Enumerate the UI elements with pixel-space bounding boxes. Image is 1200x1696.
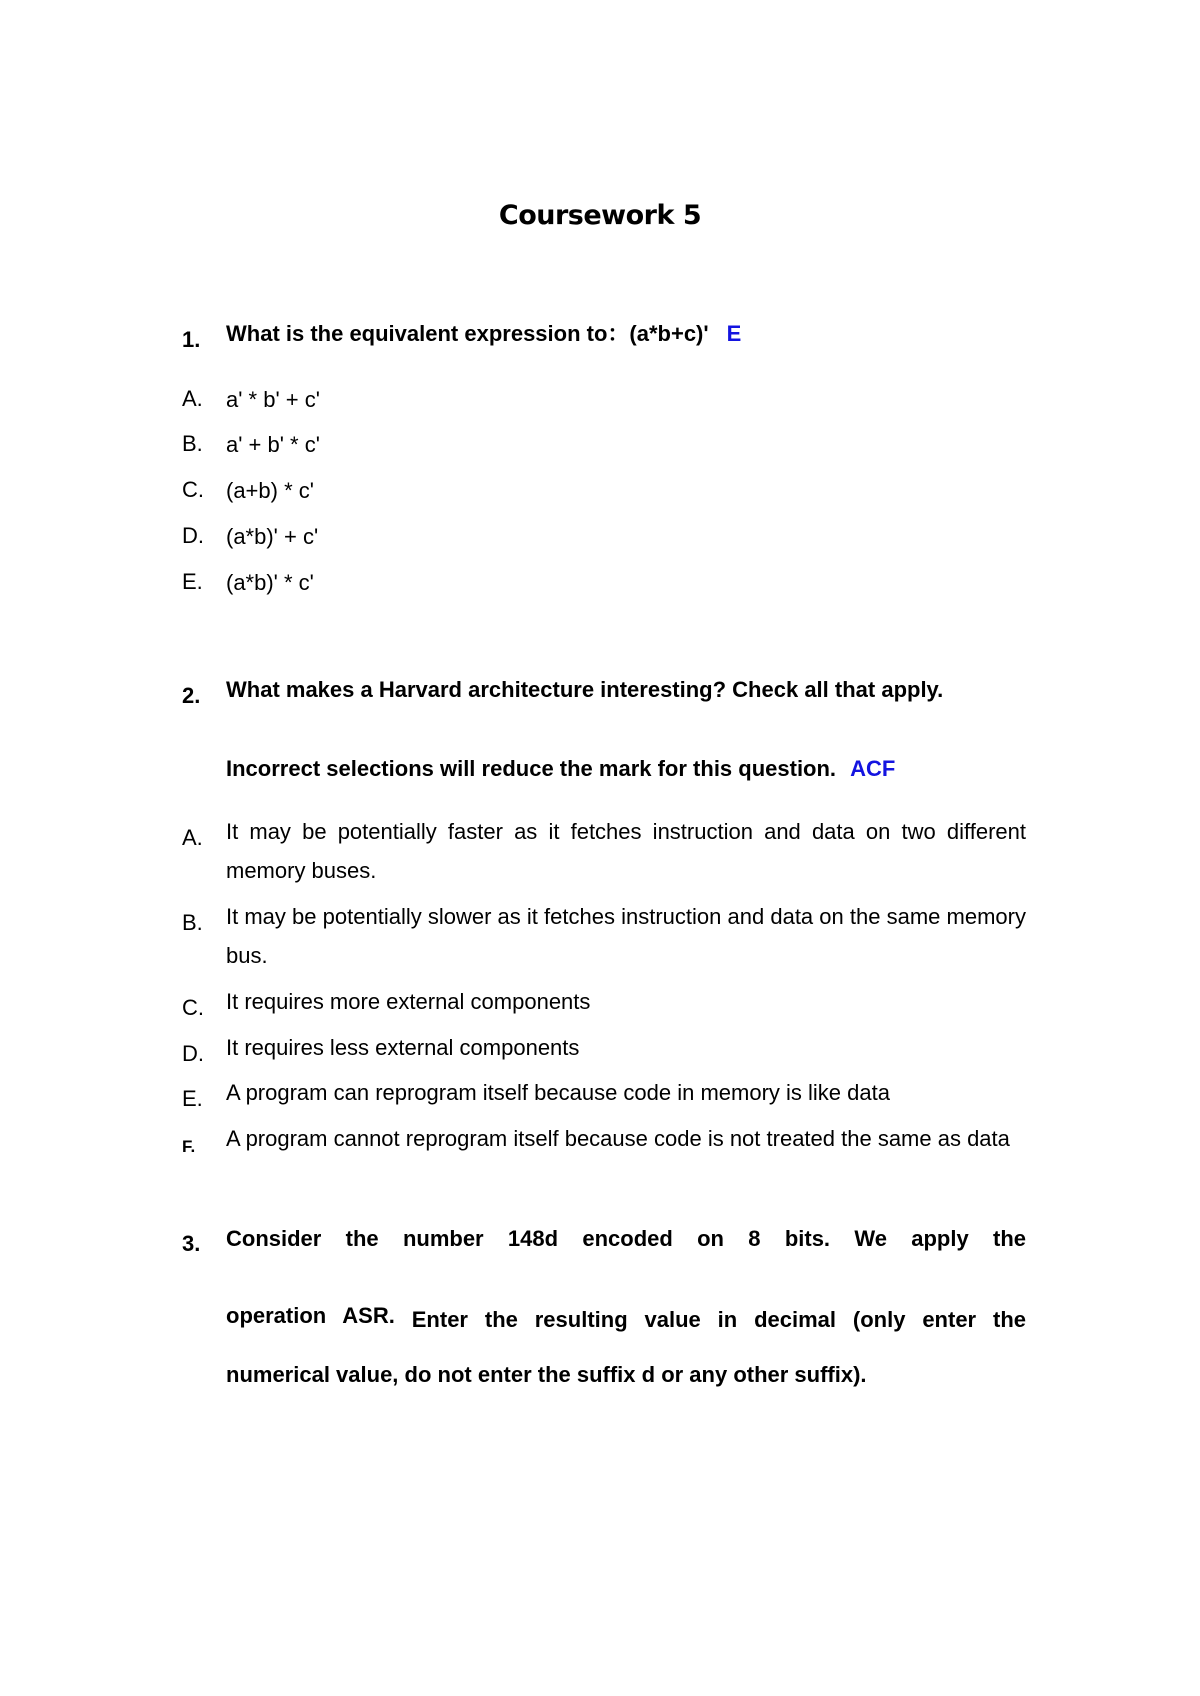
q1-option-e-letter: E.: [182, 569, 203, 594]
q2-option-a-letter: A.: [182, 825, 203, 850]
q2-option-b-letter: B.: [182, 910, 203, 935]
question-3-line-2-a: operation ASR.: [226, 1303, 395, 1328]
q1-option-a-text: a' * b' + c': [226, 387, 320, 412]
q2-option-d-text: It requires less external components: [226, 1035, 580, 1060]
q1-option-d-letter: D.: [182, 523, 204, 548]
q1-option-a-letter: A.: [182, 386, 203, 411]
q1-option-b-letter: B.: [182, 431, 203, 456]
question-3-number: 3.: [182, 1231, 201, 1256]
q1-option-c-text: (a+b) * c': [226, 478, 314, 503]
question-2-note: [226, 755, 1026, 783]
question-2-text: What makes a Harvard architecture interesting? Check all that apply.: [226, 677, 944, 702]
q1-option-c-letter: C.: [182, 477, 204, 502]
q1-option-e-text: (a*b)' * c': [226, 570, 314, 595]
q2-option-d-letter: D.: [182, 1041, 204, 1066]
q2-option-f-letter: F.: [182, 1137, 196, 1156]
q2-option-a-text: It may be potentially faster as it fetches instruction and data on two different memory buses.: [226, 819, 1026, 883]
q2-option-c-text: It requires more external components: [226, 989, 591, 1014]
question-2-answer: ACF: [850, 756, 896, 781]
q1-option-b-text: a' + b' * c': [226, 432, 320, 457]
q2-option-e-letter: E.: [182, 1086, 203, 1111]
question-3-line-2: [226, 1303, 1026, 1334]
question-1-answer: E: [726, 321, 742, 346]
question-2-note-text: Incorrect selections will reduce the mark for this question.: [226, 756, 837, 781]
q2-option-b-text: It may be potentially slower as it fetches instruction and data on the same memory bus.: [226, 904, 1026, 968]
q1-option-d-text: (a*b)' + c': [226, 524, 319, 549]
q2-option-e-text: A program can reprogram itself because code in memory is like data: [226, 1080, 890, 1105]
question-1-number: 1.: [182, 327, 201, 352]
question-3-line-2-b: Enter the resulting value in decimal (only enter the: [411, 1307, 1026, 1332]
question-1-text: [226, 320, 1026, 348]
page-title: Coursework 5: [498, 200, 702, 231]
q2-option-c-letter: C.: [182, 995, 204, 1020]
question-3-line-1: Consider the number 148d encoded on 8 bits. We apply the: [226, 1226, 1026, 1251]
question-1-prompt: What is the equivalent expression to：(a*b+c)': [226, 321, 709, 346]
q2-option-f-text: A program cannot reprogram itself because code is not treated the same as data: [226, 1126, 1010, 1151]
question-2-number: 2.: [182, 683, 201, 708]
question-3-line-3: numerical value, do not enter the suffix d or any other suffix).: [226, 1362, 867, 1387]
